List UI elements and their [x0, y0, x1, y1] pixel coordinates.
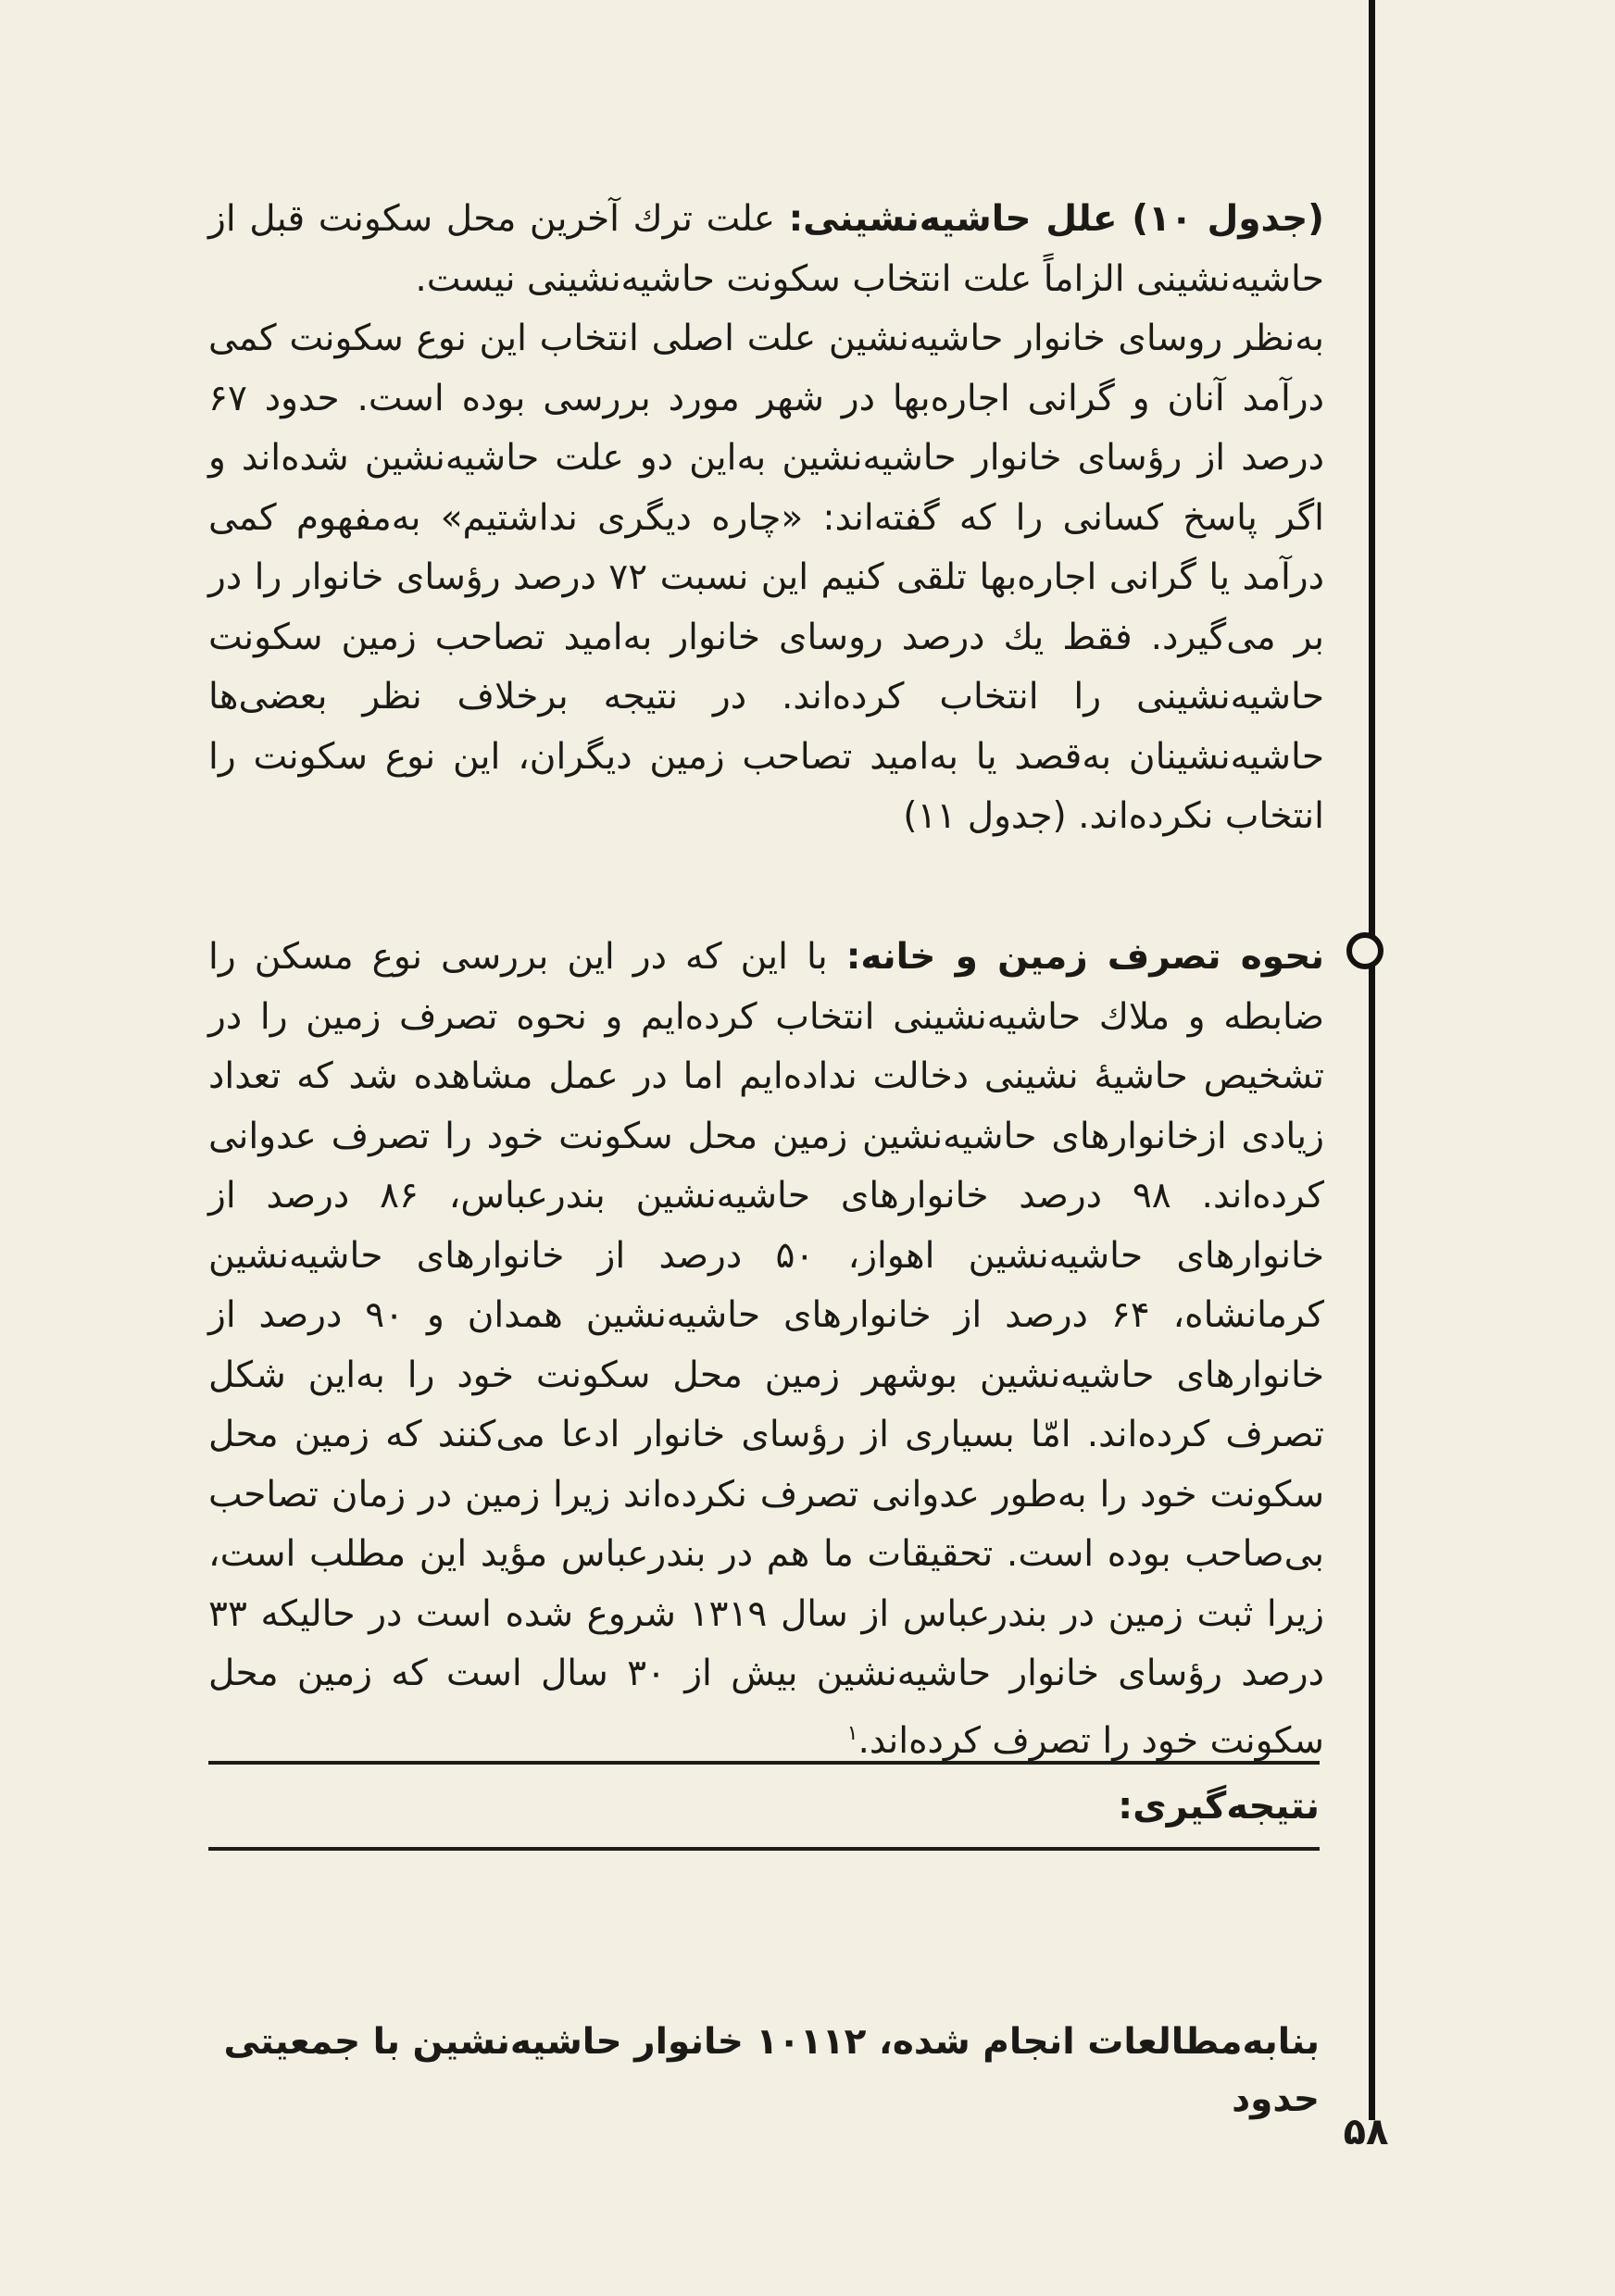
paragraph-1-heading: (جدول ۱۰) علل حاشیه‌نشینی: — [788, 198, 1325, 240]
rule-top — [208, 1761, 1320, 1765]
text-block-middle — [208, 928, 1324, 1771]
paragraph-table-10 — [208, 190, 1324, 309]
conclusion-first-line: بنابه‌مطالعات انجام شده، ۱۰۱۱۲ خانوار حاشیه‌نشین با جمعیتی حدود — [223, 2021, 1320, 2120]
rule-bottom — [208, 1847, 1320, 1851]
margin-vertical-line — [1369, 0, 1375, 2120]
page-number: ۵۸ — [1343, 2111, 1389, 2153]
paragraph-3-heading: نحوه تصرف زمین و خانه: — [845, 936, 1325, 978]
text-block-top — [208, 190, 1324, 847]
paragraph-3-text: با این که در این بررسی نوع مسکن را ضابطه و ملاك حاشیه‌نشینی انتخاب کرده‌ایم و نحوه تصرف زمین را در تشخیص حاشیهٔ نشینی دخالت نداده‌ایم اما در عمل مشاهده شد که تعداد زیادی ازخانوارهای حاشیه‌نشین زمین محل سکونت خود را تصرف عدوانی کرده‌اند. ۹۸ درصد خانوارهای حاشیه‌نشین بندرعباس، ۸۶ درصد از خانوارهای حاشیه‌نشین اهواز، ۵۰ درصد از خانوارهای حاشیه‌نشین کرمانشاه، ۶۴ درصد از خانوارهای حاشیه‌نشین همدان و ۹۰ درصد از خانوارهای حاشیه‌نشین بوشهر زمین محل سکونت خود را به‌این شکل تصرف کرده‌اند. امّا بسیاری از رؤسای خانوار ادعا می‌کنند که زمین محل سکونت خود را به‌طور عدوانی تصرف نکرده‌اند زیرا زمین در زمان تصاحب بی‌صاحب بوده است. تحقیقات ما هم در بندرعباس مؤید این مطلب است، زیرا ثبت زمین در بندرعباس از سال ۱۳۱۹ شروع شده است در حالیکه ۳۳ درصد رؤسای خانوار حاشیه‌نشین بیش از ۳۰ سال است که زمین محل سکونت خود را تصرف کرده‌اند. — [208, 936, 1324, 1762]
margin-circle-marker — [1346, 932, 1383, 969]
conclusion-heading: نتیجه‌گیری: — [1118, 1785, 1320, 1828]
footnote-mark: ۱ — [846, 1721, 858, 1745]
paragraph-1-text: علت ترك آخرین محل سکونت قبل از حاشیه‌نشینی الزاماً علت انتخاب سکونت حاشیه‌نشینی نیست. — [208, 198, 1324, 300]
paragraph-land-tenure — [208, 928, 1324, 1771]
paragraph-income-rent: به‌نظر روسای خانوار حاشیه‌نشین علت اصلی انتخاب این نوع سکونت کمی درآمد آنان و گرانی اجاره‌بها در شهر مورد بررسی بوده است. حدود ۶۷ درصد از رؤسای خانوار حاشیه‌نشین به‌این دو علت حاشیه‌نشین شده‌اند و اگر پاسخ کسانی را که گفته‌اند: «چاره دیگری نداشتیم» به‌مفهوم کمی درآمد یا گرانی اجاره‌بها تلقی کنیم این نسبت ۷۲ درصد رؤسای خانوار را در بر می‌گیرد. فقط یك درصد روسای خانوار به‌امید تصاحب زمین سکونت حاشیه‌نشینی را انتخاب کرده‌اند. در نتیجه برخلاف نظر بعضی‌ها حاشیه‌نشینان به‌قصد یا به‌امید تصاحب زمین دیگران، این نوع سکونت را انتخاب نکرده‌اند. (جدول ۱۱) — [208, 318, 1324, 837]
